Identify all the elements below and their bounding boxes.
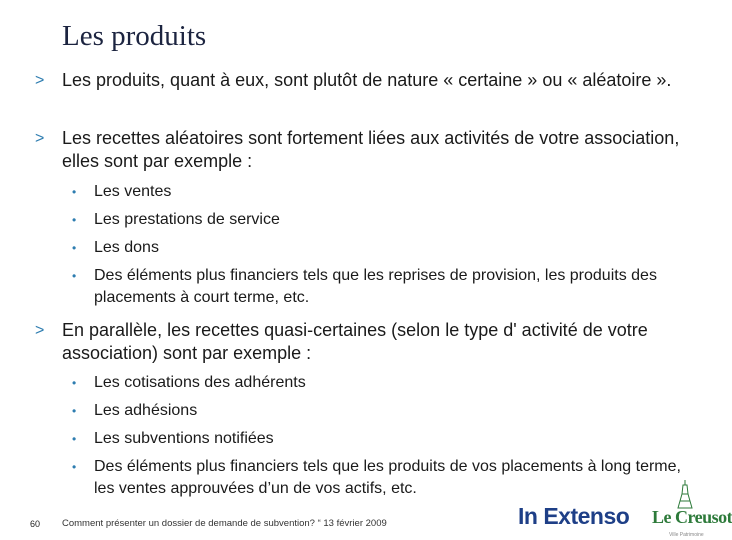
bullet-dot-icon: • <box>72 460 77 474</box>
sub-bullet-text: Les subventions notifiées <box>94 430 274 447</box>
bullet-text: Les recettes aléatoires sont fortement liées aux activités de votre association, elles sont par exemple : <box>62 128 680 171</box>
sub-bullet-item <box>72 181 704 203</box>
in-extenso-logo: In Extenso <box>518 503 630 529</box>
chevron-right-icon: > <box>35 72 45 89</box>
sub-bullet-text: Les prestations de service <box>94 211 280 228</box>
sub-bullet-text: Des éléments plus financiers tels que les produits de vos placements à long terme, les ventes approuvées d’un de vos actifs, etc. <box>94 458 681 497</box>
sub-bullet-text: Les cotisations des adhérents <box>94 374 306 391</box>
slide-title: Les produits <box>62 20 207 52</box>
sub-bullet-text: Les adhésions <box>94 402 198 419</box>
bullet-dot-icon: • <box>72 241 77 255</box>
sub-bullet-text: Les ventes <box>94 183 172 200</box>
sub-bullet-text: Des éléments plus financiers tels que les reprises de provision, les produits des placements à court terme, etc. <box>94 267 657 306</box>
sub-bullet-item <box>72 372 704 394</box>
sub-bullet-text: Les dons <box>94 239 159 256</box>
chevron-right-icon: > <box>35 130 45 147</box>
le-creusot-subtitle: Ville Patrimoine <box>669 532 704 538</box>
bullet-dot-icon: • <box>72 376 77 390</box>
sub-bullet-item <box>72 265 704 309</box>
page-number: 60 <box>30 519 41 529</box>
bullet-item-3 <box>35 319 702 365</box>
bullet-text: Les produits, quant à eux, sont plutôt de nature « certaine » ou « aléatoire ». <box>62 70 672 90</box>
sub-bullet-item <box>72 400 704 422</box>
bullet-dot-icon: • <box>72 432 77 446</box>
bullet-dot-icon: • <box>72 269 77 283</box>
sub-bullet-item <box>72 209 704 231</box>
sub-bullet-item <box>72 456 704 500</box>
sub-bullet-item <box>72 237 704 259</box>
bullet-dot-icon: • <box>72 185 77 199</box>
sub-bullet-item <box>72 428 704 450</box>
le-creusot-logo: Le Creusot <box>652 507 732 527</box>
bullet-text: En parallèle, les recettes quasi-certaines (selon le type d' activité de votre association) sont par exemple : <box>62 320 648 363</box>
bullet-dot-icon: • <box>72 213 77 227</box>
bullet-dot-icon: • <box>72 404 77 418</box>
bullet-item-2 <box>35 127 702 173</box>
footer-text: Comment présenter un dossier de demande de subvention? “ 13 février 2009 <box>62 518 387 529</box>
tower-icon <box>672 480 698 510</box>
chevron-right-icon: > <box>35 322 45 339</box>
bullet-item-1 <box>35 69 702 92</box>
